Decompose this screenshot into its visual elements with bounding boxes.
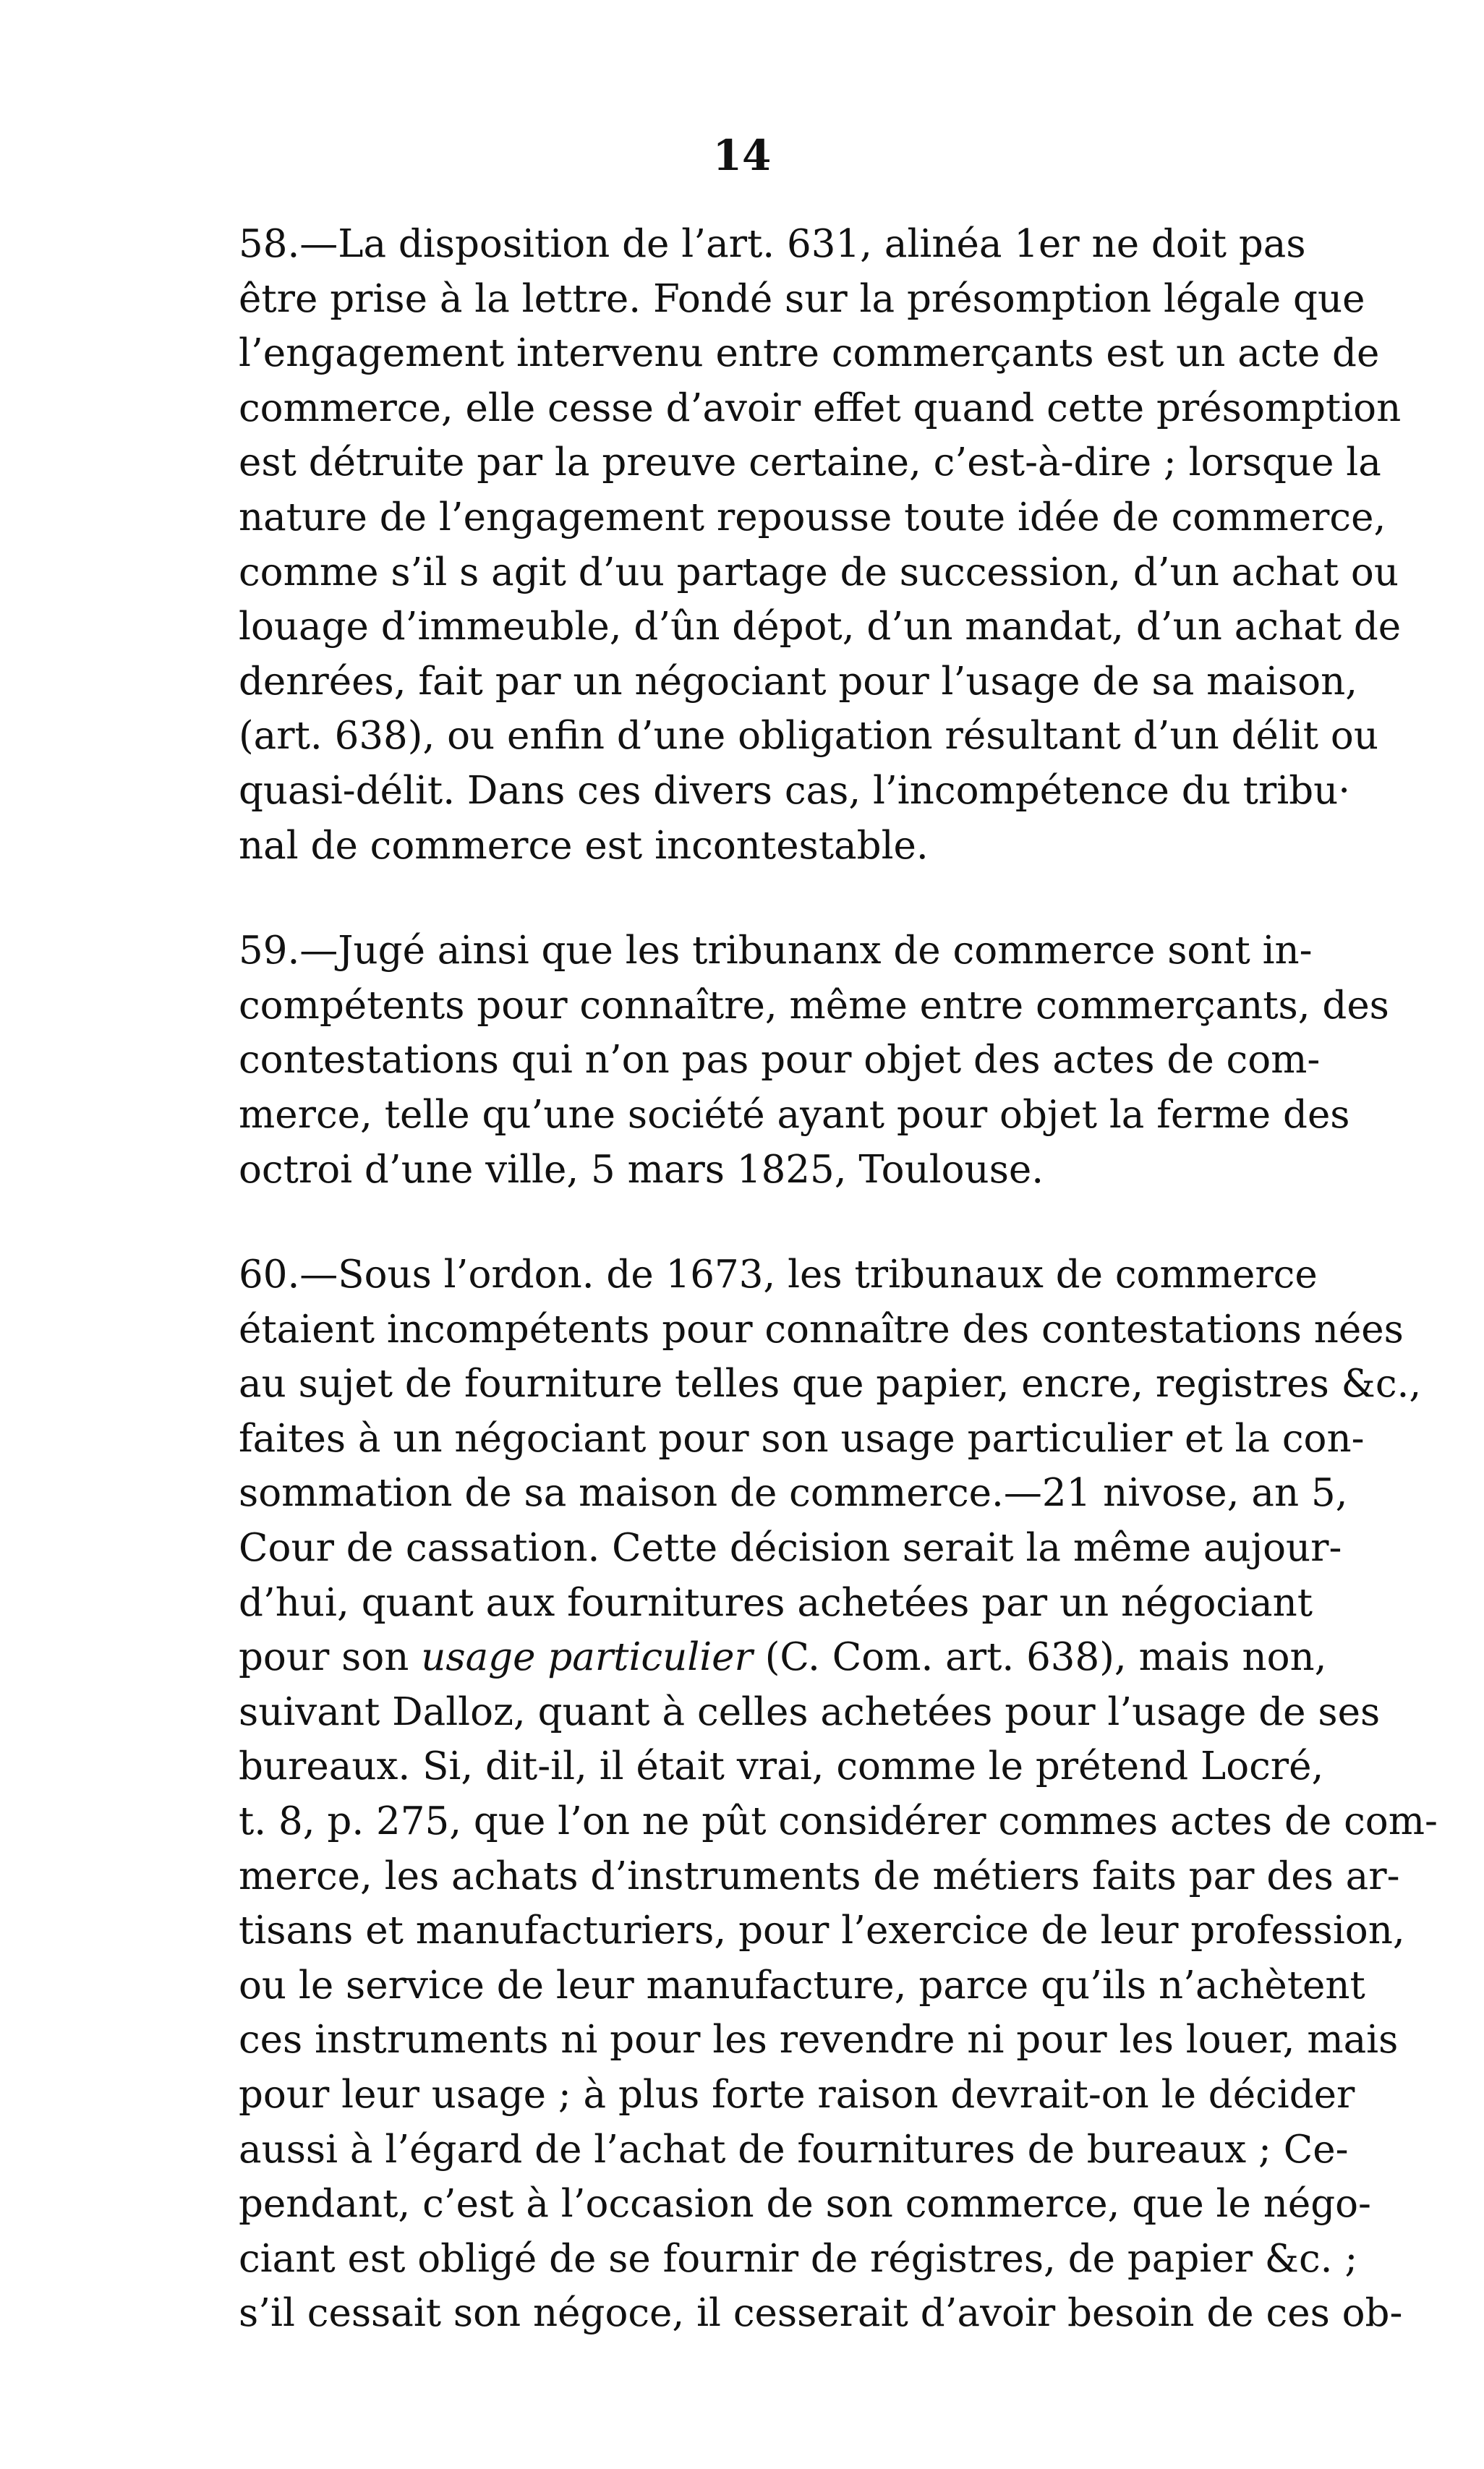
text-line: Cour de cassation. Cette décision serait la même aujour- <box>239 1526 1342 1571</box>
text-line: d’hui, quant aux fournitures achetées par un négociant <box>239 1580 1313 1625</box>
text-line: l’engagement intervenu entre commerçants est un acte de <box>239 331 1380 376</box>
text-line: commerce, elle cesse d’avoir effet quand cette présomption <box>239 385 1402 430</box>
page-number: 14 <box>712 131 772 180</box>
text-line: être prise à la lettre. Fondé sur la présomption légale que <box>239 276 1365 321</box>
text-line: 58.—La disposition de l’art. 631, alinéa 1er ne doit pas <box>239 222 1306 266</box>
text-line: louage d’immeuble, d’ûn dépot, d’un mandat, d’un achat de <box>239 605 1402 649</box>
text-line: ciant est obligé de se fournir de régistres, de papier &c. ; <box>239 2236 1358 2281</box>
text-line: suivant Dalloz, quant à celles achetées pour l’usage de ses <box>239 1689 1381 1734</box>
text-line: 59.—Jugé ainsi que les tribunanx de commerce sont in- <box>239 929 1313 973</box>
text-line: sommation de sa maison de commerce.—21 nivose, an 5, <box>239 1471 1348 1516</box>
text-line: ou le service de leur manufacture, parce qu’ils n’achètent <box>239 1963 1365 2008</box>
text-segment: (C. Com. art. 638), mais non, <box>752 1635 1327 1680</box>
text-line: octroi d’une ville, 5 mars 1825, Toulouse. <box>239 1147 1044 1192</box>
text-line: est détruite par la preuve certaine, c’est-à-dire ; lorsque la <box>239 440 1381 485</box>
text-line: nal de commerce est incontestable. <box>239 823 929 868</box>
text-line: merce, telle qu’une société ayant pour objet la ferme des <box>239 1092 1350 1137</box>
text-line: faites à un négociant pour son usage particulier et la con- <box>239 1416 1365 1461</box>
text-line: pendant, c’est à l’occasion de son commerce, que le négo- <box>239 2182 1371 2227</box>
text-line: s’il cessait son négoce, il cesserait d’avoir besoin de ces ob- <box>239 2291 1403 2336</box>
text-line: 60.—Sous l’ordon. de 1673, les tribunaux de commerce <box>239 1253 1318 1297</box>
paragraph-59 <box>239 924 1389 1197</box>
text-line-with-italic <box>239 1630 1327 1685</box>
text-line: ces instruments ni pour les revendre ni pour les louer, mais <box>239 2018 1399 2063</box>
text-line: (art. 638), ou enfin d’une obligation résultant d’un délit ou <box>239 714 1378 759</box>
text-line: au sujet de fourniture telles que papier, encre, registres &c., <box>239 1362 1422 1407</box>
text-line: t. 8, p. 275, que l’on ne pût considérer commes actes de com- <box>239 1799 1438 1844</box>
text-line: bureaux. Si, dit-il, il était vrai, comme le prétend Locré, <box>239 1744 1324 1789</box>
text-segment: pour son <box>239 1635 422 1680</box>
text-line: quasi-délit. Dans ces divers cas, l’incompétence du tribu· <box>239 768 1351 813</box>
text-line: compétents pour connaître, même entre commerçants, des <box>239 983 1389 1028</box>
body-text <box>239 217 1438 2392</box>
italic-phrase: usage particulier <box>421 1635 753 1680</box>
text-line: aussi à l’égard de l’achat de fournitures de bureaux ; Ce- <box>239 2127 1349 2172</box>
text-line: denrées, fait par un négociant pour l’usage de sa maison, <box>239 659 1358 704</box>
text-line: merce, les achats d’instruments de métiers faits par des ar- <box>239 1854 1400 1898</box>
text-line: nature de l’engagement repousse toute idée de commerce, <box>239 495 1386 540</box>
text-line: comme s’il s agit d’uu partage de succession, d’un achat ou <box>239 550 1399 594</box>
text-line: tisans et manufacturiers, pour l’exercice de leur profession, <box>239 1909 1405 1953</box>
text-line: contestations qui n’on pas pour objet des actes de com- <box>239 1038 1321 1083</box>
text-line: pour leur usage ; à plus forte raison devrait-on le décider <box>239 2073 1355 2117</box>
paragraph-58 <box>239 217 1402 873</box>
text-line: étaient incompétents pour connaître des contestations nées <box>239 1307 1404 1352</box>
paragraph-60 <box>239 1248 1438 2341</box>
